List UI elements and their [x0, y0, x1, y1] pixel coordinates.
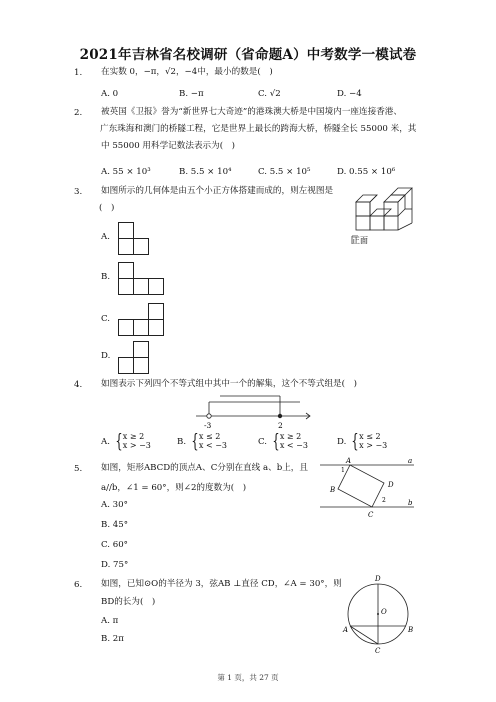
q5-rectangle-figure — [320, 455, 420, 523]
q6-label-b: B — [408, 626, 414, 634]
q4-option-c-letter: C. — [258, 437, 268, 447]
q5-line-a-label: a — [408, 457, 413, 465]
q4-label-2: 2 — [278, 421, 283, 430]
closed-circle-point — [278, 414, 282, 418]
q4-option-b[interactable]: B. {x ≤ 2 x < −3 — [177, 430, 227, 452]
q5-angle-1-label: 1 — [341, 467, 345, 474]
q5-option-d[interactable]: D. 75° — [101, 560, 129, 570]
q3-solid-figure — [350, 180, 420, 246]
q6-label-o: O — [381, 608, 387, 616]
q1-option-d[interactable]: D. −4 — [337, 89, 362, 99]
q2-option-d[interactable]: D. 0.55 × 10⁶ — [337, 167, 396, 177]
q3-front-label: 正面 — [352, 236, 368, 245]
q4-option-c-bottom: x < −3 — [279, 440, 308, 450]
q6-number: 6. — [74, 580, 83, 590]
q6-label-c: C — [375, 647, 381, 655]
q3-option-a-figure[interactable] — [118, 222, 158, 262]
q2-option-a[interactable]: A. 55 × 10³ — [101, 167, 151, 177]
q4-option-a-letter: A. — [101, 437, 110, 447]
q4-option-b-letter: B. — [177, 437, 187, 447]
page-footer: 第 1 页，共 27 页 — [217, 673, 279, 682]
q1-number: 1. — [74, 68, 83, 78]
q4-option-d[interactable]: D. {x ≤ 2 x > −3 — [337, 430, 388, 452]
q5-label-b-vertex: B — [330, 486, 336, 494]
open-circle-point — [207, 414, 211, 418]
q4-option-c[interactable]: C. {x ≥ 2 x < −3 — [258, 430, 308, 452]
q3-number: 3. — [74, 187, 83, 197]
q5-line-b-label: b — [408, 499, 413, 507]
q5-option-b[interactable]: B. 45° — [101, 520, 129, 530]
q4-number: 4. — [74, 380, 83, 390]
q4-option-d-bottom: x > −3 — [359, 440, 388, 450]
q6-option-b[interactable]: B. 2π — [101, 634, 124, 644]
q3-line: ( ) — [99, 203, 115, 213]
q3-option-a[interactable]: A. — [101, 232, 110, 242]
q2-option-b[interactable]: B. 5.5 × 10⁴ — [179, 167, 232, 177]
q4-option-a-top: x ≥ 2 — [122, 432, 145, 441]
q6-line: 如图，已知⊙O的半径为 3，弦AB ⊥直径 CD，∠A = 30°，则 — [101, 579, 342, 589]
page-title: 2021年吉林省名校调研（省命题A）中考数学一模试卷 — [79, 47, 417, 63]
q2-option-c[interactable]: C. 5.5 × 10⁵ — [258, 167, 311, 177]
q3-text — [101, 183, 351, 217]
q5-label-c-vertex: C — [368, 511, 374, 519]
q5-label-a-vertex: A — [346, 457, 352, 465]
q4-text: 如图表示下列四个不等式组中其中一个的解集，这个不等式组是( ) — [101, 379, 357, 389]
q6-label-d: D — [375, 575, 381, 583]
q6-label-a: A — [343, 626, 349, 634]
q4-option-b-top: x ≤ 2 — [198, 432, 221, 441]
q5-number: 5. — [74, 464, 83, 474]
q3-option-c-figure[interactable] — [118, 303, 168, 343]
q4-option-d-letter: D. — [337, 437, 347, 447]
q6-option-a[interactable]: A. π — [101, 616, 119, 626]
q5-line: 如图，矩形ABCD的顶点A、C分别在直线 a、b上，且 — [101, 463, 308, 473]
q4-number-line — [194, 392, 314, 432]
q5-angle-2-label: 2 — [382, 497, 386, 504]
q6-line: BD的长为( ) — [101, 597, 156, 607]
q5-line: a//b，∠1 = 60°，则∠2的度数为( ) — [101, 483, 247, 493]
q1-option-a[interactable]: A. 0 — [101, 89, 119, 99]
q3-option-c[interactable]: C. — [101, 314, 111, 324]
q5-text — [101, 460, 331, 497]
q1-text: 在实数 0，−π，√2，−4中，最小的数是( ) — [101, 67, 273, 77]
q3-option-b-figure[interactable] — [118, 262, 168, 302]
q1-option-b[interactable]: B. −π — [179, 89, 204, 99]
q2-line: 广东珠海和澳门的桥隧工程，它是世界上最长的跨海大桥，桥隧全长 55000 米，其 — [100, 124, 417, 134]
q2-line: 被英国《卫报》誉为“新世界七大奇迹”的港珠澳大桥是中国境内一座连接香港、 — [101, 107, 402, 117]
q3-option-d[interactable]: D. — [101, 351, 111, 361]
q2-number: 2. — [74, 108, 83, 118]
q1-option-c[interactable]: C. √2 — [258, 89, 281, 99]
q5-option-c[interactable]: C. 60° — [101, 540, 128, 550]
q5-option-a[interactable]: A. 30° — [101, 500, 128, 510]
q6-text — [101, 576, 351, 611]
q4-option-a-bottom: x > −3 — [122, 440, 151, 450]
q3-option-b[interactable]: B. — [101, 272, 111, 282]
q6-circle-figure — [340, 572, 420, 656]
q4-option-b-bottom: x < −3 — [198, 440, 227, 450]
q4-option-d-top: x ≤ 2 — [359, 432, 381, 441]
q4-label-neg3: -3 — [204, 421, 212, 430]
q4-option-c-top: x ≥ 2 — [279, 432, 302, 441]
q5-label-d-vertex: D — [388, 481, 394, 489]
q3-option-d-figure[interactable] — [118, 341, 158, 381]
q4-option-a[interactable]: A. {x ≥ 2 x > −3 — [101, 430, 151, 452]
q2-line: 中 55000 用科学记数法表示为( ) — [101, 141, 236, 151]
q3-line: 如图所示的几何体是由五个小正方体搭建而成的，则左视图是 — [101, 186, 334, 196]
q2-text — [101, 104, 431, 155]
